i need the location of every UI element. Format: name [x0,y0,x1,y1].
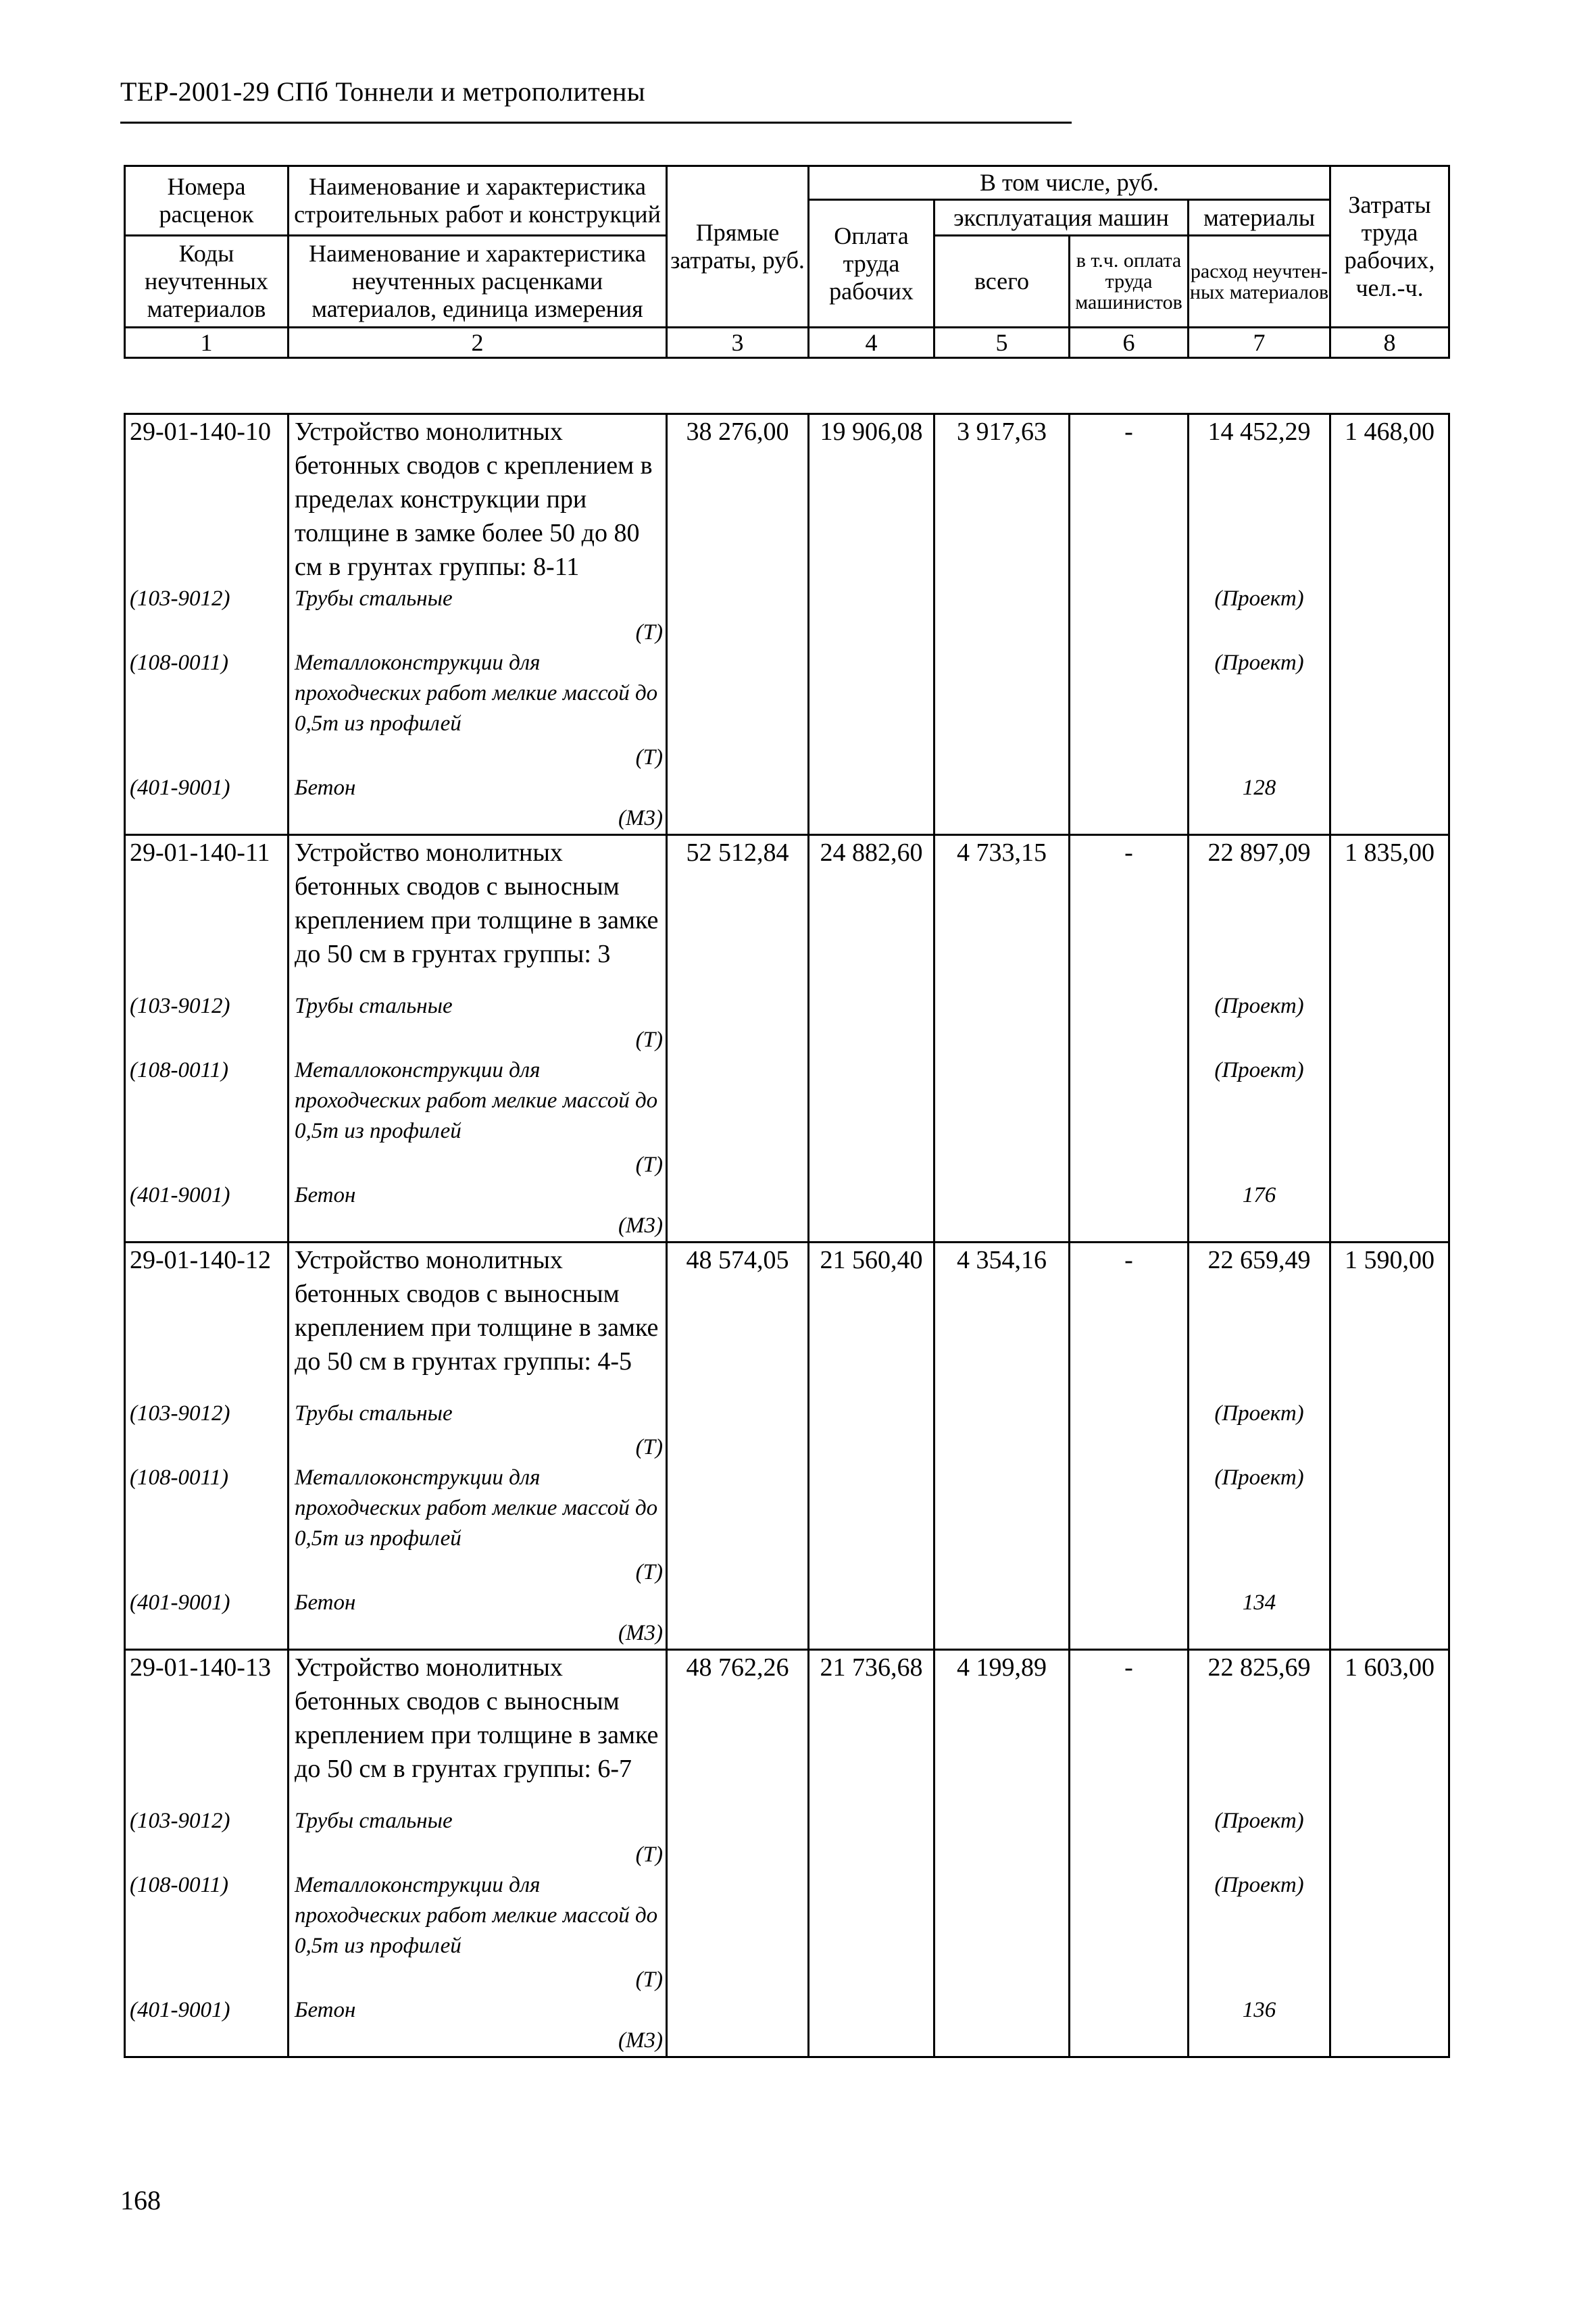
labor-pay-cell [809,1650,934,2057]
labor-hours: 1 590,00 [1345,1246,1435,1274]
machines-total-cell [934,1650,1070,2057]
materials-cell [1189,835,1330,1243]
header-codes-bottom: Коды неучтенных материалов [125,236,289,328]
material-code: (401-9001) [130,1590,230,1615]
col-number: 3 [667,328,809,358]
material-quantity: 134 [1242,1590,1276,1615]
rate-code-cell [125,1243,289,1650]
machines-total: 4 354,16 [957,1246,1047,1274]
direct-costs-cell [667,1243,809,1650]
material-unit: (Т) [635,1153,663,1177]
labor-hours-cell [1330,1650,1449,2057]
table-header [124,165,1450,359]
material-quantity: (Проект) [1214,1465,1304,1490]
materials-cell [1189,414,1330,835]
material-code: (401-9001) [130,1998,230,2022]
work-name: Устройство монолитных бетонных сводов с выносным креплением при толщине в замке до 50 см в грунтах группы: 4-5 [295,1246,659,1376]
material-unit: (Т) [635,620,663,645]
machinists-pay-cell [1070,835,1189,1243]
material-quantity: (Проект) [1214,1809,1304,1833]
header-labor-hours: Затраты труда рабочих, чел.-ч. [1330,166,1449,328]
rate-row [125,835,1449,1243]
material-quantity: (Проект) [1214,586,1304,611]
machines-total: 4 733,15 [957,838,1047,867]
material-quantity: 136 [1242,1998,1276,2022]
header-materials: материалы [1189,200,1330,236]
title-rule [120,122,1072,124]
material-unit: (Т) [635,1967,663,1992]
material-code: (103-9012) [130,1809,230,1833]
work-name: Устройство монолитных бетонных сводов с креплением в пределах конструкции при толщине в замке более 50 до 80 см в грунтах группы: 8-11 [295,418,653,581]
page-number: 168 [120,2185,161,2215]
direct-costs: 48 574,05 [686,1246,789,1274]
material-name: Трубы стальные [295,994,453,1018]
labor-pay: 21 560,40 [820,1246,923,1274]
material-unit: (М3) [618,2028,663,2053]
machinists-pay-cell [1070,1243,1189,1650]
machines-total: 4 199,89 [957,1653,1047,1682]
direct-costs: 48 762,26 [686,1653,789,1682]
material-unit: (М3) [618,806,663,830]
material-name: Трубы стальные [295,586,453,611]
materials-cell [1189,1243,1330,1650]
materials-cost: 22 897,09 [1207,838,1311,867]
rate-code: 29-01-140-12 [130,1246,271,1274]
header-name-top: Наименование и характеристика строительных работ и конструкций [289,166,667,236]
work-name-cell [289,1650,667,2057]
material-code: (401-9001) [130,1183,230,1207]
material-name: Металлоконструкции для проходческих работ мелкие массой до 0,5т из профилей [295,1465,658,1551]
material-code: (103-9012) [130,994,230,1018]
materials-cell [1189,1650,1330,2057]
labor-hours: 1 603,00 [1345,1653,1435,1682]
machinists-pay-cell [1070,414,1189,835]
machinists-pay: - [1124,1246,1133,1274]
header-codes-top: Номера расценок [125,166,289,236]
material-name: Бетон [295,1998,356,2022]
material-name: Бетон [295,1590,356,1615]
direct-costs: 52 512,84 [686,838,789,867]
labor-pay: 21 736,68 [820,1653,923,1682]
material-unit: (Т) [635,1028,663,1052]
work-name-cell [289,414,667,835]
machines-total-cell [934,414,1070,835]
material-name: Трубы стальные [295,1809,453,1833]
labor-hours-cell [1330,414,1449,835]
material-quantity: (Проект) [1214,1401,1304,1426]
header-name-bottom: Наименование и характеристика неучтенных расценками материалов, единица измерения [289,236,667,328]
labor-pay-cell [809,414,934,835]
material-quantity: 128 [1242,776,1276,800]
material-unit: (Т) [635,1843,663,1867]
material-code: (108-0011) [130,1465,229,1490]
direct-costs-cell [667,414,809,835]
materials-cost: 14 452,29 [1207,418,1311,446]
rate-code-cell [125,1650,289,2057]
work-name-cell [289,1243,667,1650]
direct-costs-cell [667,835,809,1243]
material-code: (108-0011) [130,1873,229,1897]
material-code: (103-9012) [130,586,230,611]
machinists-pay: - [1124,418,1133,446]
direct-costs: 38 276,00 [686,418,789,446]
machines-total-cell [934,835,1070,1243]
header-unaccounted-materials: расход неучтен-ных материалов [1189,236,1330,328]
materials-cost: 22 825,69 [1207,1653,1311,1682]
labor-hours: 1 835,00 [1345,838,1435,867]
machinists-pay-cell [1070,1650,1189,2057]
rate-code: 29-01-140-13 [130,1653,271,1682]
material-name: Металлоконструкции для проходческих работ мелкие массой до 0,5т из профилей [295,1873,658,1958]
machines-total: 3 917,63 [957,418,1047,446]
machinists-pay: - [1124,838,1133,867]
rate-code: 29-01-140-11 [130,838,270,867]
material-quantity: 176 [1242,1183,1276,1207]
labor-hours: 1 468,00 [1345,418,1435,446]
rate-code: 29-01-140-10 [130,418,271,446]
rate-row [125,1243,1449,1650]
rate-code-cell [125,835,289,1243]
rate-row [125,414,1449,835]
material-name: Бетон [295,1183,356,1207]
materials-cost: 22 659,49 [1207,1246,1311,1274]
material-unit: (М3) [618,1621,663,1645]
header-labor-pay: Оплата труда рабочих [809,200,934,328]
direct-costs-cell [667,1650,809,2057]
col-number: 6 [1070,328,1189,358]
machinists-pay: - [1124,1653,1133,1682]
work-name: Устройство монолитных бетонных сводов с выносным креплением при толщине в замке до 50 см в грунтах группы: 3 [295,838,659,968]
work-name-cell [289,835,667,1243]
rate-code-cell [125,414,289,835]
material-quantity: (Проект) [1214,1873,1304,1897]
labor-pay-cell [809,835,934,1243]
material-unit: (М3) [618,1213,663,1238]
col-number: 4 [809,328,934,358]
col-number: 2 [289,328,667,358]
header-group: В том числе, руб. [809,166,1330,200]
material-quantity: (Проект) [1214,651,1304,675]
header-machines-total: всего [934,236,1070,328]
labor-pay-cell [809,1243,934,1650]
material-name: Металлоконструкции для проходческих работ мелкие массой до 0,5т из профилей [295,1058,658,1143]
material-name: Металлоконструкции для проходческих работ мелкие массой до 0,5т из профилей [295,651,658,736]
header-machines: эксплуатация машин [934,200,1189,236]
material-quantity: (Проект) [1214,1058,1304,1082]
material-name: Трубы стальные [295,1401,453,1426]
material-unit: (Т) [635,745,663,770]
material-unit: (Т) [635,1560,663,1584]
material-code: (103-9012) [130,1401,230,1426]
header-machinists: в т.ч. оплата труда машинистов [1070,236,1189,328]
machines-total-cell [934,1243,1070,1650]
rate-row [125,1650,1449,2057]
work-name: Устройство монолитных бетонных сводов с выносным креплением при толщине в замке до 50 см в грунтах группы: 6-7 [295,1653,659,1783]
labor-hours-cell [1330,1243,1449,1650]
col-number: 5 [934,328,1070,358]
col-number: 7 [1189,328,1330,358]
material-code: (401-9001) [130,776,230,800]
material-quantity: (Проект) [1214,994,1304,1018]
labor-pay: 24 882,60 [820,838,923,867]
material-name: Бетон [295,776,356,800]
material-code: (108-0011) [130,1058,229,1082]
document-title: ТЕР-2001-29 СПб Тоннели и метрополитены [120,76,645,107]
header-direct-costs: Прямые затраты, руб. [667,166,809,328]
labor-hours-cell [1330,835,1449,1243]
col-number: 1 [125,328,289,358]
col-number: 8 [1330,328,1449,358]
rates-table [124,413,1450,2058]
labor-pay: 19 906,08 [820,418,923,446]
material-unit: (Т) [635,1435,663,1459]
material-code: (108-0011) [130,651,229,675]
